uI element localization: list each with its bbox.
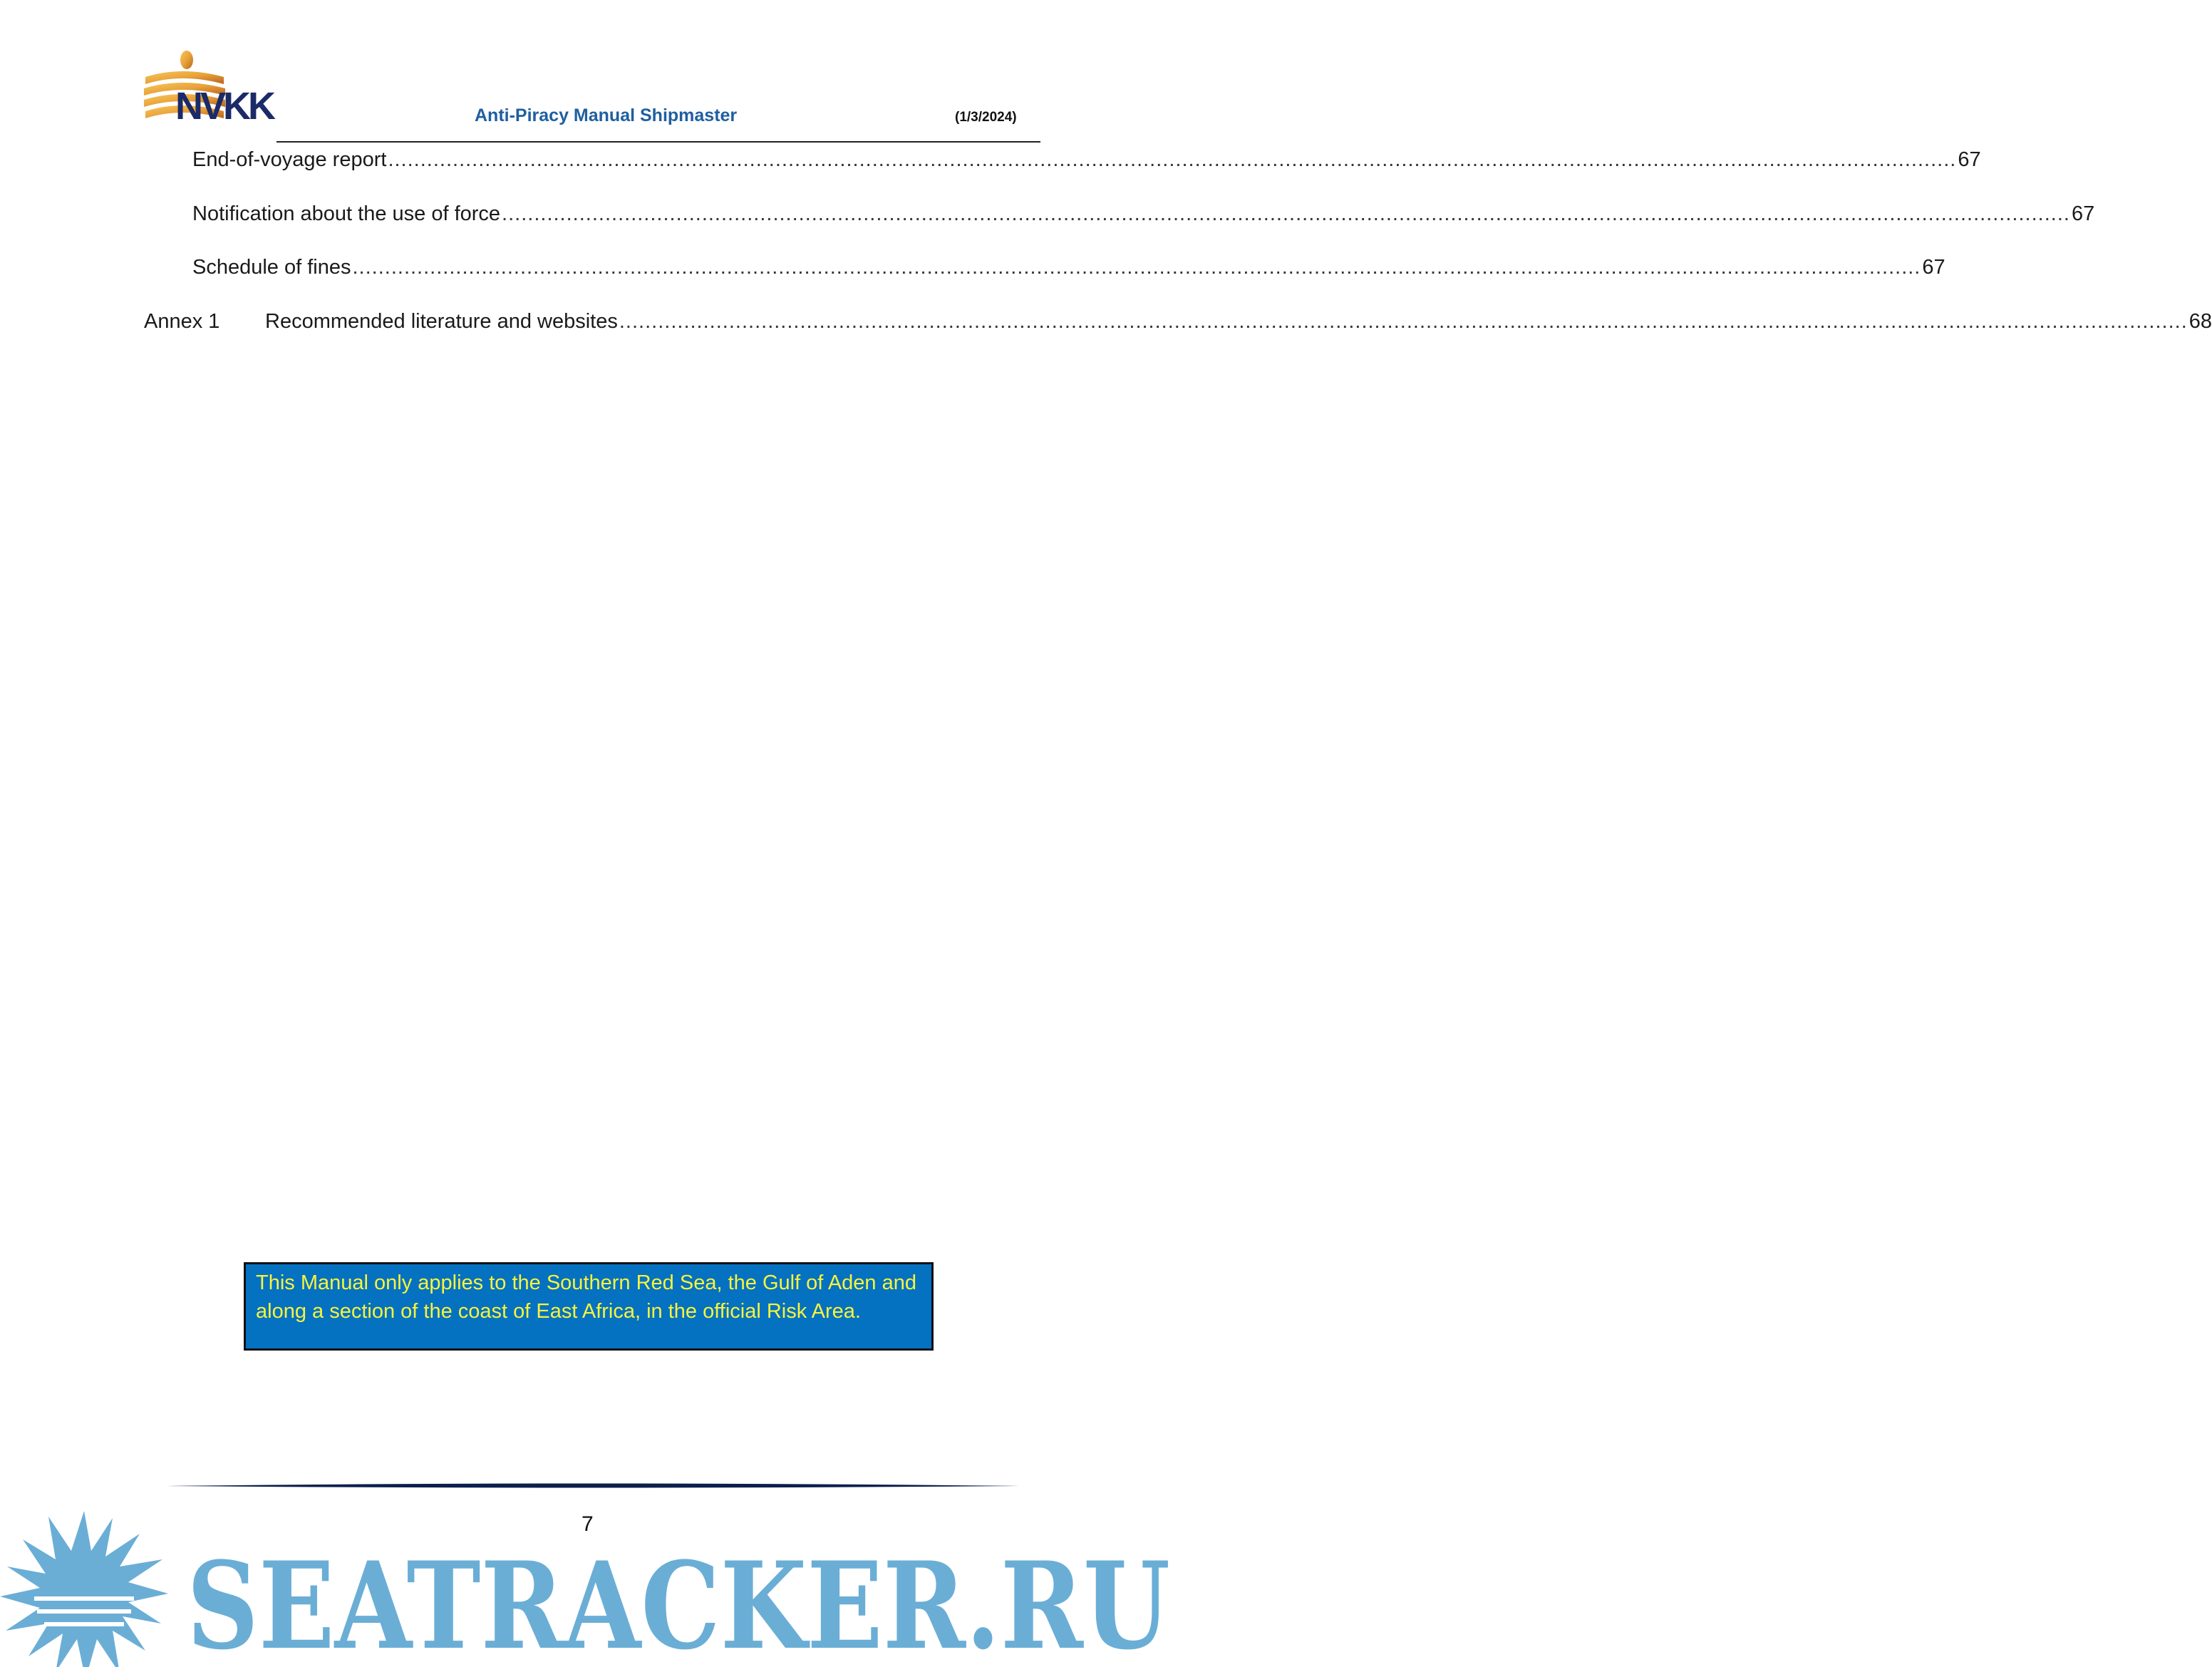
watermark-text: SEATRACKER.RU xyxy=(187,1535,1170,1667)
toc-entry-label: Schedule of fines xyxy=(192,256,351,279)
scope-notice-box: This Manual only applies to the Southern Red Sea, the Gulf of Aden and along a section of the coast of East Africa, in the official Risk Area. xyxy=(244,1262,934,1351)
running-header-title: Anti-Piracy Manual Shipmaster xyxy=(475,105,738,125)
toc-entry-label: Notification about the use of force xyxy=(192,202,501,225)
running-header-date: (1/3/2024) xyxy=(955,110,1017,125)
toc-leader-dots xyxy=(502,200,2070,228)
annex-number: Annex 1 xyxy=(144,310,220,333)
seatracker-watermark xyxy=(0,1497,1179,1667)
toc-leader-dots xyxy=(352,253,1921,282)
toc-entry-page: 67 xyxy=(1922,256,1945,279)
header-divider xyxy=(276,141,1040,143)
toc-entry-page: 67 xyxy=(1958,148,1981,171)
footer-divider xyxy=(167,1482,1019,1490)
toc-leader-dots xyxy=(619,307,2188,336)
toc-entry-label: End-of-voyage report xyxy=(192,148,387,171)
toc-entry-label: Recommended literature and websites xyxy=(265,310,618,333)
toc-entry-page: 68 xyxy=(2188,310,2212,333)
toc-leader-dots xyxy=(388,145,1956,174)
toc-entry[interactable] xyxy=(192,200,2095,228)
sun-icon xyxy=(0,1511,168,1667)
logo-wordmark: NVKK xyxy=(175,85,274,128)
toc-entry[interactable] xyxy=(192,145,1981,174)
page-number: 7 xyxy=(582,1512,594,1536)
toc-annex-entry[interactable] xyxy=(265,307,2212,336)
toc-entry[interactable] xyxy=(192,253,1945,282)
toc-entry-page: 67 xyxy=(2071,202,2095,225)
